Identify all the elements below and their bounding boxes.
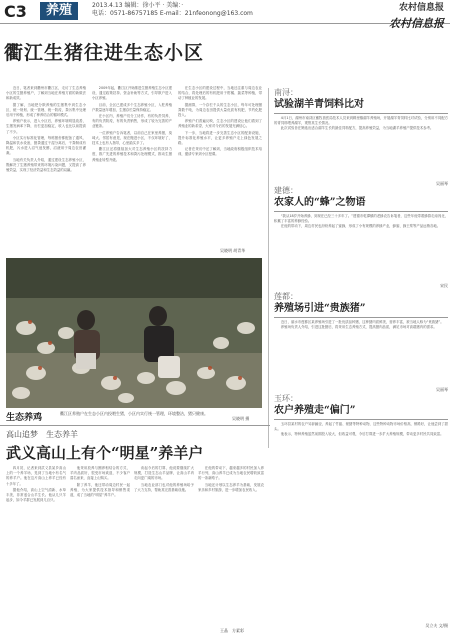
paragraph: 当地农业部门也对他的养殖场给予了大力支持，帮助其完善基础设施。 (134, 482, 194, 492)
paragraph: 据他介绍，高山上空气清新、水草丰美，非常适合山羊生长。他从几只羊起步，如今羊群已发展到几百只。 (6, 487, 66, 503)
paragraph: 在他的带动下，周边村民也纷纷养起了蜜蜂，形成了小有规模的养蜂产业，蜂蜜、蜂王浆等产品远销各地。 (280, 224, 441, 229)
paragraph: 在生态小区的建设过程中，当地还注重与周边农业的结合，将处理后的有机肥用于柑橘、蔬菜等种植，带动了种植业的发展。 (178, 86, 262, 101)
bottom-headline: 武义高山上有个“明星”养羊户 (6, 444, 204, 462)
bottom-kicker: 高山追梦 生态养羊 (6, 430, 78, 439)
article-byline: 吴立夫 文/摄 (425, 623, 448, 628)
farm-photo-illustration (6, 258, 262, 408)
article-title: 农家人的“蜂”之物语 (274, 197, 366, 208)
section-badge: 养殖 (40, 2, 78, 20)
photo-side-label: 生态养鸡 (6, 413, 43, 423)
article-kicker: 南浔： (274, 88, 298, 97)
paragraph: 当地有关负责人介绍，通过建设生态养殖小区，既解决了生猪养殖带来的环境污染问题，又提高了养殖效益，实现了经济效益和生态效益的双赢。 (6, 157, 86, 173)
paragraph: 近日，笔者来到衢州市衢江区，走访了生态养殖小区的生猪养殖户，了解到当地在养殖方面的新做法和新成效。 (6, 86, 86, 101)
paragraph: 4月1日，湖州市南浔区畜牧兽医局技术人员来到辑里镇湖羊养殖场，开展湖羊青饲料比对试验，分别用不同配方的青饲料喂养湖羊，观察其生长情况。 (274, 116, 448, 126)
paragraph: 据了解，当地把分散养殖的生猪集中到生态小区，统一规划、统一管理、统一防疫，粪污集中处理后用于种植，形成了种养结合的循环模式。 (6, 102, 86, 118)
article-kicker: 玉环： (274, 394, 298, 403)
page-code: C3 (4, 2, 27, 21)
paragraph: 当地还计划以生态养羊为基础，发展农家乐和乡村旅游，进一步增加农民收入。 (198, 482, 264, 492)
paragraph: 据测算，一个存栏千头的生态小区，每年可处理猪粪数千吨，为周边农田提供大量优质有机肥，节约化肥投入。 (178, 102, 262, 118)
bottom-article-col4 (198, 466, 264, 626)
right-article-2 (274, 186, 448, 289)
paragraph: 2009年起，衢江区开始推进生猪养殖生态小区建设，通过政策扶持、资金补助等方式，引导散户进入小区养殖。 (92, 86, 172, 101)
right-article-4 (274, 394, 448, 629)
main-article-col1 (6, 86, 86, 254)
title-rule (274, 317, 448, 318)
paragraph: 下一步，当地将进一步完善生态小区的配套设施，提升标准化养殖水平，让更多养殖户走上绿色发展之路。 (178, 130, 262, 146)
paragraph: 除了养羊，他还带动周边村民一起养殖，为大家提供技术指导和销售渠道，成了当地的“明星”养羊户。 (70, 482, 130, 498)
main-headline: 衢江生猪往进生态小区 (4, 42, 205, 64)
photo-caption: 衢江区养殖户在生态小区内投喂生猪，小区内实行统一管理，环境整洁，猪只健康。 (60, 411, 208, 416)
article-title: 试验湖羊青饲料比对 (274, 99, 364, 110)
column-divider (268, 88, 269, 448)
header-meta (92, 2, 253, 18)
right-article-1 (274, 88, 448, 187)
article-byline: 宋民 (440, 283, 448, 288)
article-byline: 吴丽琴 (436, 181, 448, 186)
bottom-byline: 王晶 方素彩 (220, 628, 244, 633)
paragraph: 养殖场负责人介绍，引进这批猪后，将采用生态养殖方式，提高猪肉品质，满足市场对高端猪肉的需求。 (280, 325, 437, 330)
article-title: 农户养殖走“偏门” (274, 405, 356, 416)
paragraph: 小区实行标准化管理，每栋猪舍都配备了通风、降温和饮水设备，猪粪通过干湿分离后，干粪制成有机肥，污水进入沼气池发酵，沼液用于周边农田灌溉。 (6, 135, 86, 156)
paragraph: 衢江区还将继续加大对生态养殖小区的扶持力度，推广先进的养殖技术和粪污处理模式，推动生猪养殖业转型升级。 (92, 147, 172, 162)
title-rule (274, 211, 448, 212)
paragraph: 养殖户们普遍反映，生态小区的建设让他们看到了养殖业的新希望，大家对今后的发展充满信心。 (178, 119, 262, 129)
main-article-col2 (92, 86, 172, 254)
phone-info: 电话：0571-86757185 (92, 10, 158, 17)
paragraph: 他表示，特种养殖虽然前期投入较大，但收益可观，今后打算进一步扩大养殖规模，带动更多村民共同致富。 (280, 432, 444, 437)
paragraph: 在小区内，养殖户们分工协作，有的负责饲养，有的负责防疫，有的负责销售，形成了较为完善的产业链条。 (92, 114, 172, 129)
paragraph: 四月初，记者来到武义县某乡高山上的一个养羊场，见到了当地小有名气的养羊户。他在这片高山上养羊已经有十多年了。 (6, 466, 66, 486)
bottom-rule (0, 425, 270, 426)
page-name: 农村信息报 (398, 3, 444, 13)
article-body (274, 116, 448, 180)
paragraph: 玉环县某村的农户另辟蹊径，养起了竹鼠、豪猪等特种动物，这些特种动物市场价格高，销路好，让他尝到了甜头。 (274, 422, 448, 432)
bottom-article-col1 (6, 466, 66, 634)
paragraph: “我从18岁开始养蜂，到现在已经三十多年了。”建德市乾潭镇的老蜂农告诉笔者，这些年他带着蜂群走南闯北，积累了丰富的养蜂经验。 (274, 214, 448, 224)
paragraph: 目前，全区已建成多个生态养殖小区，入驻养殖户数量逐年增加，生猪存栏量保持稳定。 (92, 102, 172, 112)
article-byline: 吴丽琴 (436, 387, 448, 392)
photo-credit: 吴晓明 摄 (232, 416, 250, 421)
paper-logo (389, 12, 444, 31)
email-info: E-mail：21nfeonong@163.com (159, 10, 253, 17)
main-article-col3 (178, 86, 262, 246)
paragraph: 在他的带动下，越来越多的村民加入养羊行列，高山养羊已成为当地农民增收致富的一条新路子。 (198, 466, 264, 481)
paragraph: 近日，丽水市莲都区某养殖场引进了一批优质品种猪，这种猪肉质鲜美，营养丰富，被当地人称为“贵族猪”。 (280, 320, 444, 324)
paragraph: 养殖户表示，进入小区后，养殖环境明显改善，生猪发病率下降，出栏更加稳定，收入也比以前提高了不少。 (6, 119, 86, 134)
article-body (274, 214, 448, 282)
issue-date: 2013.4.13 (92, 2, 123, 9)
article-kicker: 建德： (274, 186, 298, 195)
paper-name: 农村信息报 (389, 17, 444, 30)
paragraph: 此次试验旨在筛选出适合湖羊生长的最佳饲料配方，提高养殖效益，为当地湖羊养殖户提供技术参考。 (280, 126, 434, 131)
page-header (0, 0, 450, 24)
title-rule (274, 113, 448, 114)
paragraph: 他采用放养与圈养相结合的方式，羊肉品质好，很受市场欢迎，不少客户慕名而来，直接上山购买。 (70, 466, 130, 481)
title-rule (274, 419, 448, 420)
right-article-3 (274, 292, 448, 393)
bottom-article-col3 (134, 466, 194, 634)
paragraph: 谈起今后的打算，他说要继续扩大规模，打造生态山羊品牌，让高山羊肉走向更广阔的市场。 (134, 466, 194, 481)
article-body (274, 320, 448, 386)
bottom-article-col2 (70, 466, 130, 634)
editor-info: 编辑：徐小平 · 美编：· (124, 2, 184, 9)
article-body (274, 422, 448, 622)
article-title: 养殖场引进“贵族猪” (274, 303, 366, 314)
article-kicker: 莲都： (274, 292, 298, 301)
paragraph: 一位养殖户告诉笔者，以前自己在家里养猪，臭味大、邻居有意见，现在搬进小区，不仅环境好了，技术上也有人指导，心里踏实多了。 (92, 130, 172, 146)
main-byline: 吴晓明 胡青华 (220, 248, 246, 253)
main-photo (6, 258, 262, 408)
paragraph: 记者在采访中还了解到，当地政府积极组织技术培训，邀请专家到小区授课。 (178, 147, 262, 157)
